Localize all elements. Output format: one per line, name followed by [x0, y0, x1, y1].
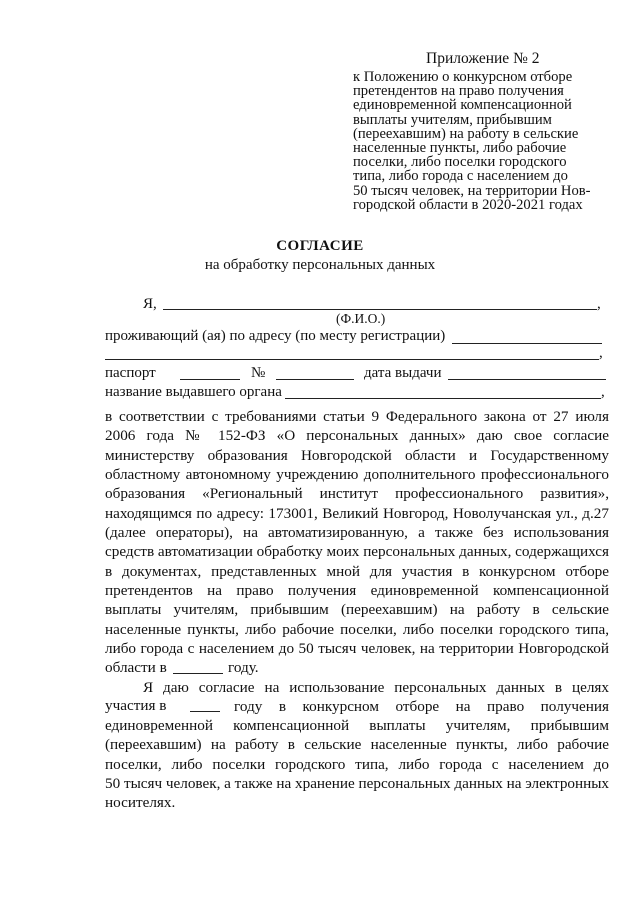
paragraph2-line2-prefix: участия в: [105, 697, 167, 714]
paragraph-line: средств автоматизации обработку моих персональных данных, содержащихся: [105, 543, 609, 561]
address-label: проживающий (ая) по адресу (по месту регистрации): [105, 328, 446, 344]
issuer-end: ,: [601, 384, 605, 400]
paragraph-line: министерству образования Новгородской области и Государственному: [105, 446, 609, 464]
paragraph1-last-suffix: году.: [228, 659, 259, 676]
passport-series-field[interactable]: [180, 379, 240, 380]
address-field-1[interactable]: [452, 343, 602, 344]
consent-paragraph-2: [105, 716, 609, 813]
paragraph-line: находящимся по адресу: 173001, Великий Новгород, Новолучанская ул., д.27: [105, 504, 609, 522]
document-subtitle: на обработку персональных данных: [204, 257, 436, 273]
consent-paragraph-1: [105, 407, 609, 658]
fio-field[interactable]: [163, 309, 597, 310]
paragraph-line: в документах, представленных мной для участия в конкурсном отборе: [105, 562, 609, 580]
appendix-line: населенные пункты, либо рабочие: [353, 140, 567, 157]
paragraph-line: Я даю согласие на использование персональных данных в целях: [143, 679, 609, 696]
appendix-title: Приложение № 2: [426, 50, 540, 67]
ya-label: Я,: [143, 296, 157, 312]
issuer-field[interactable]: [285, 398, 601, 399]
address-field-2[interactable]: [105, 359, 599, 360]
paragraph-line: областному автономному учреждению дополнительного профессионального: [105, 466, 609, 484]
fio-comma: ,: [597, 296, 601, 312]
paragraph-line: в соответствии с требованиями статьи 9 Федерального закона от 27 июля: [105, 408, 609, 425]
appendix-line: 50 тысяч человек, на территории Нов-: [353, 182, 591, 199]
issue-date-field[interactable]: [448, 379, 606, 380]
paragraph-line: либо города с населением до 50 тысяч человек, на территории Новгородской: [105, 640, 609, 658]
appendix-line: к Положению о конкурсном отборе: [353, 69, 573, 85]
address-end: ,: [599, 345, 603, 361]
paragraph-line: (переехавшим) на работу в сельские населенные пункты, либо рабочие: [105, 736, 609, 754]
appendix-line: выплаты учителям, прибывшим: [353, 111, 552, 128]
paragraph-line: населенные пункты, либо рабочие поселки, либо поселки городского типа,: [105, 620, 609, 638]
appendix-line: единовременной компенсационной: [353, 97, 572, 114]
paragraph-line: единовременной компенсационной выплаты учителям, прибывшим: [105, 717, 609, 734]
appendix-line: типа, либо города с населением до: [353, 168, 568, 185]
fio-caption: (Ф.И.О.): [336, 311, 386, 326]
paragraph-line: выплаты учителям, прибывшим (переехавшим) на работу в сельские: [105, 601, 609, 619]
appendix-description: [353, 70, 613, 212]
year-field-1[interactable]: [173, 673, 223, 674]
appendix-line: поселки, либо поселки городского: [353, 154, 567, 171]
issuer-label: название выдавшего органа: [105, 384, 282, 400]
paragraph-line: носителях.: [105, 794, 176, 812]
paragraph-line: (далее операторы), на автоматизированную, а также без использования: [105, 524, 609, 542]
document-title: СОГЛАСИЕ: [276, 238, 364, 254]
issue-date-label: дата выдачи: [364, 365, 442, 381]
paragraph-line: году в конкурсном отборе на право получения: [234, 698, 609, 715]
appendix-line: претендентов на право получения: [353, 83, 564, 100]
paragraph1-last-prefix: области в: [105, 659, 167, 676]
passport-label: паспорт: [105, 365, 156, 381]
appendix-line: (переехавшим) на работу в сельские: [353, 125, 579, 142]
passport-number-field[interactable]: [276, 379, 354, 380]
paragraph-line: поселки, либо поселки городского типа, либо города с населением до: [105, 755, 609, 773]
paragraph-line: 2006 года № 152-ФЗ «О персональных данных» даю свое согласие: [105, 427, 609, 445]
consent-paragraph-2-line2: [234, 697, 609, 716]
appendix-line: городской области в 2020-2021 годах: [353, 196, 583, 213]
paragraph-line: 50 тысяч человек, а также на хранение персональных данных на электронных: [105, 775, 609, 793]
paragraph-line: образования «Региональный институт профессионального развития»,: [105, 485, 609, 503]
paragraph-line: претендентов на право получения единовременной компенсационной: [105, 582, 609, 600]
year-field-2[interactable]: [190, 711, 220, 712]
consent-paragraph-2-line1: [143, 678, 609, 697]
passport-number-label: №: [251, 365, 266, 381]
